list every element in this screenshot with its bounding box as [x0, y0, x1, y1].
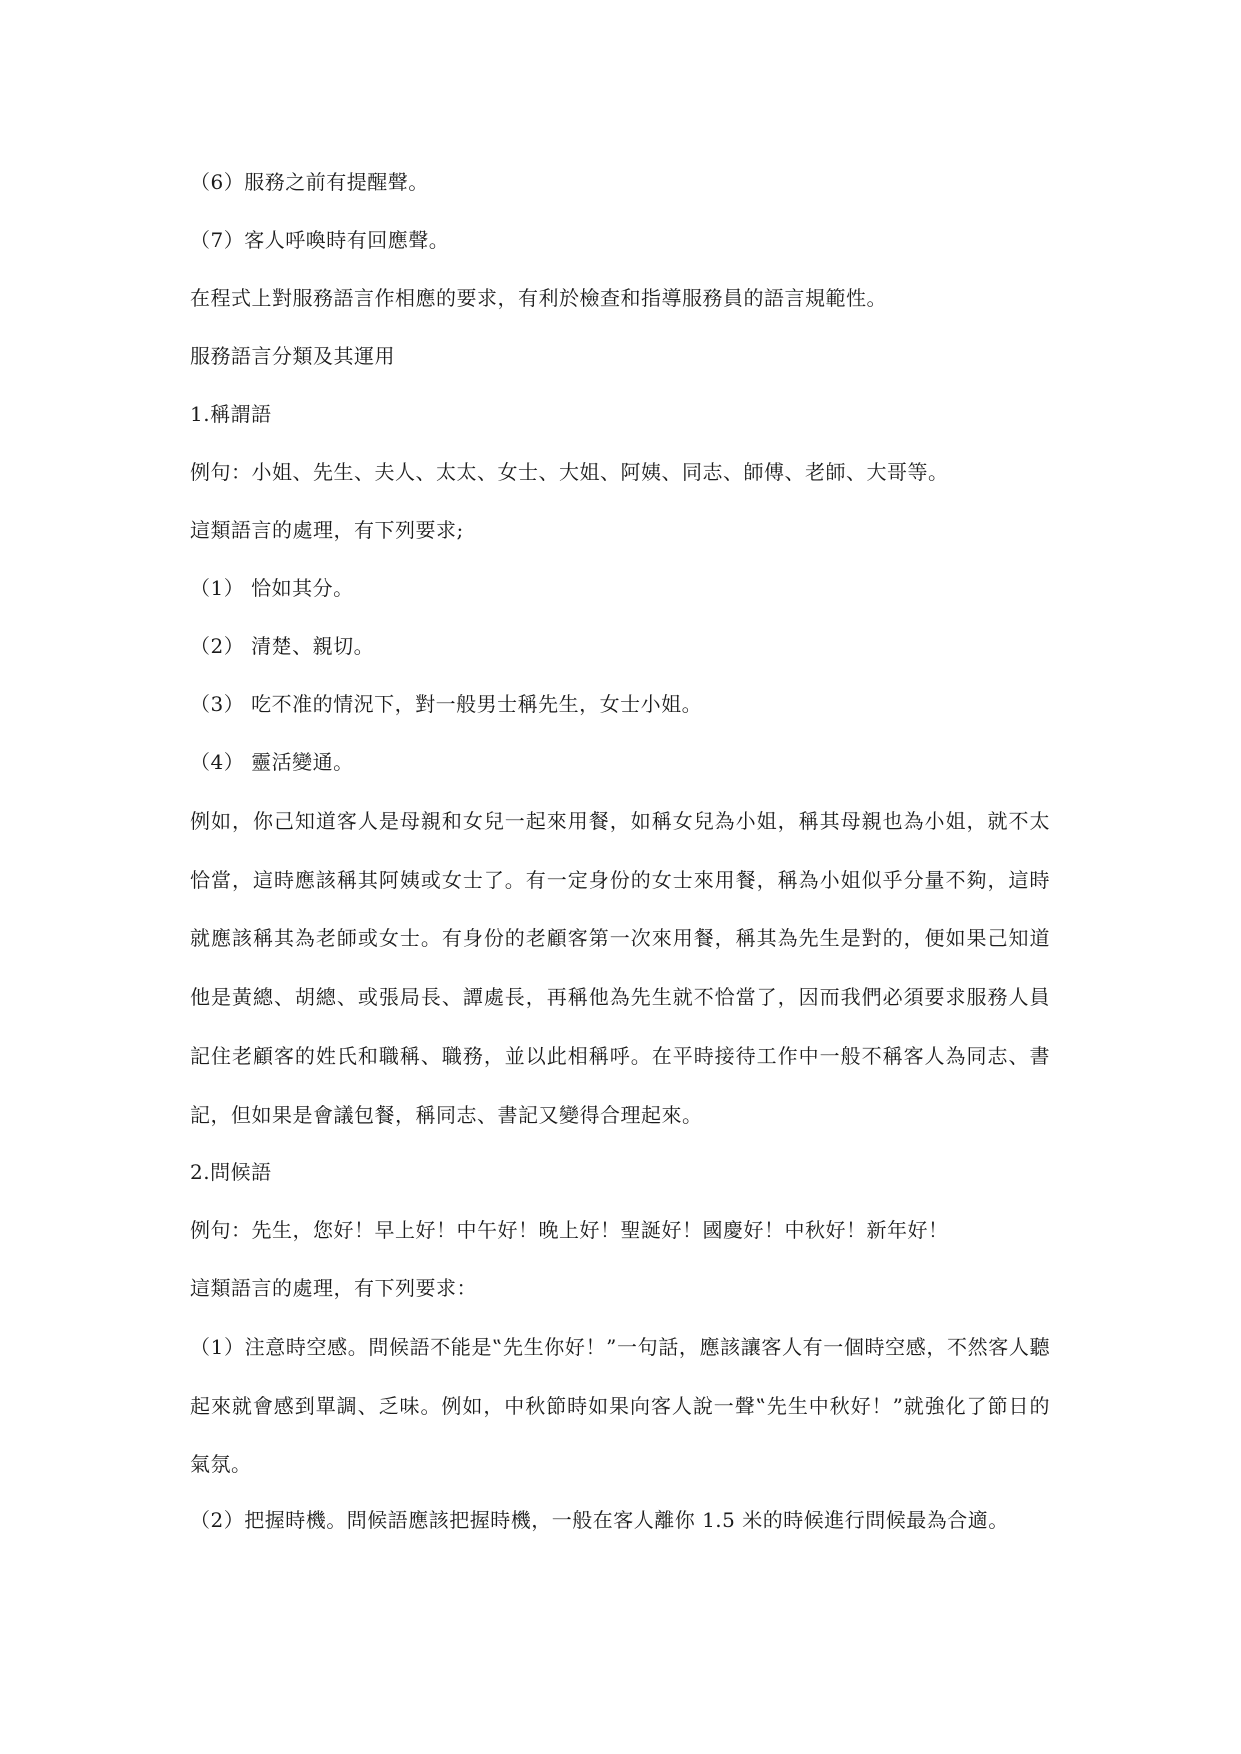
list-item: （3） 吃不准的情況下，對一般男士稱先生，女士小姐。: [190, 692, 703, 716]
text-line: 這類語言的處理，有下列要求：: [190, 1276, 477, 1300]
text-line: （7）客人呼喚時有回應聲。: [190, 228, 450, 252]
text-line: （6）服務之前有提醒聲。: [190, 170, 429, 194]
list-item: （2） 清楚、親切。: [190, 634, 375, 658]
text-line: 在程式上對服務語言作相應的要求，有利於檢查和指導服務員的語言規範性。: [190, 286, 887, 310]
subsection-heading: 2.問候語: [190, 1160, 272, 1184]
text-line: （2）把握時機。問候語應該把握時機，一般在客人離你 1.5 米的時候進行問候最為合適。: [190, 1508, 1009, 1532]
paragraph: 例如，你己知道客人是母親和女兒一起來用餐，如稱女兒為小姐，稱其母親也為小姐，就不太恰當，這時應該稱其阿姨或女士了。有一定身份的女士來用餐，稱為小姐似乎分量不夠，這時就應該稱其為老師或女士。有身份的老顧客第一次來用餐，稱其為先生是對的，便如果己知道他是黃總、胡總、或張局長、譚處長，再稱他為先生就不恰當了，因而我們必須要求服務人員記住老顧客的姓氏和職稱、職務，並以此相稱呼。在平時接待工作中一般不稱客人為同志、書記，但如果是會議包餐，稱同志、書記又變得合理起來。: [190, 809, 1050, 1127]
text-line: 例句：小姐、先生、夫人、太太、女士、大姐、阿姨、同志、師傅、老師、大哥等。: [190, 460, 949, 484]
list-item: （4） 靈活變通。: [190, 750, 354, 774]
section-heading: 服務語言分類及其運用: [190, 344, 395, 368]
subsection-heading: 1.稱謂語: [190, 402, 272, 426]
paragraph: （1）注意時空感。問候語不能是‟先生你好！”一句話，應該讓客人有一個時空感，不然客人聽起來就會感到單調、乏味。例如，中秋節時如果向客人說一聲‟先生中秋好！”就強化了節日的氣氛。: [190, 1335, 1050, 1477]
list-item: （1） 恰如其分。: [190, 576, 354, 600]
text-line: 例句：先生，您好！早上好！中午好！晚上好！聖誕好！國慶好！中秋好！新年好！: [190, 1218, 949, 1242]
text-line: 這類語言的處理，有下列要求;: [190, 518, 464, 542]
